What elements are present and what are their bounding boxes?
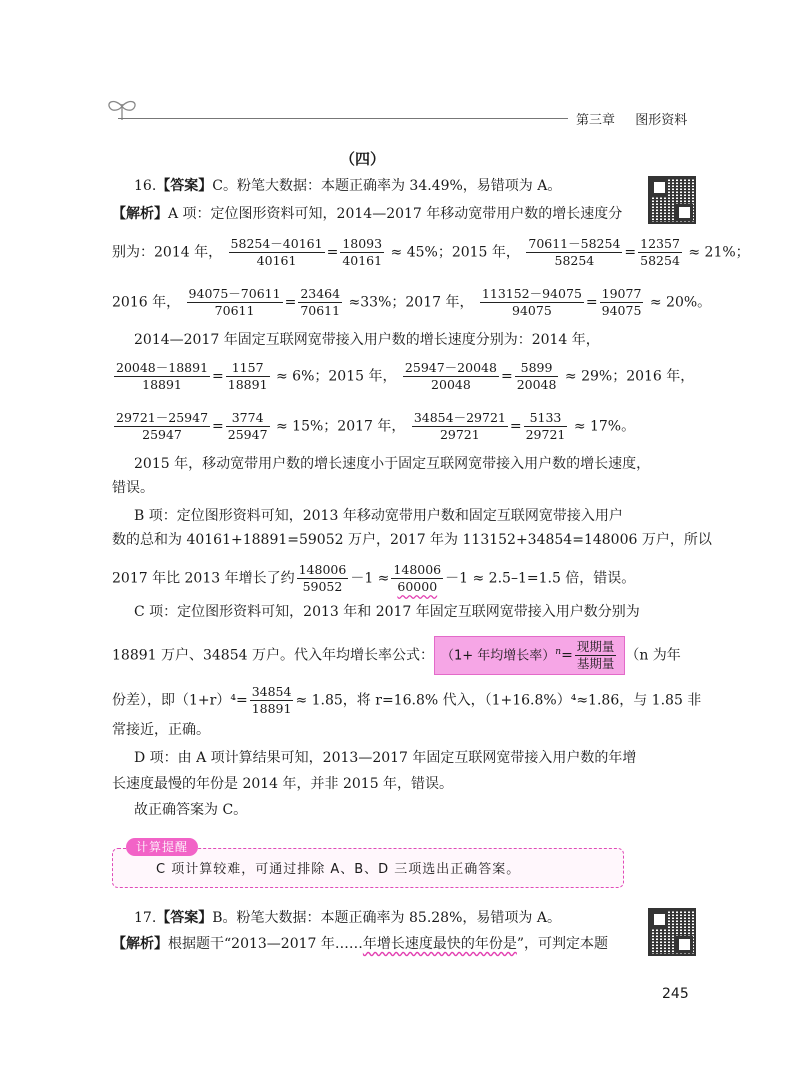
numerator: 1157 bbox=[226, 360, 270, 377]
text: ≈ 45%；2015 年， bbox=[390, 244, 520, 261]
fraction bbox=[187, 286, 283, 319]
formula-equals: = bbox=[561, 647, 573, 664]
numerator: 34854 bbox=[251, 684, 292, 699]
page-number: 245 bbox=[662, 986, 689, 1002]
q16-answer-text: C。粉笔大数据：本题正确率为 34.49%，易错项为 A。 bbox=[212, 178, 562, 194]
text: ≈33%；2017 年， bbox=[348, 294, 474, 311]
text: 份差），即（1+r）⁴= bbox=[112, 692, 248, 709]
c-line-3 bbox=[112, 684, 702, 717]
fraction bbox=[526, 236, 622, 269]
b-line-1: B 项：定位图形资料可知，2013 年移动宽带用户数和固定互联网宽带接入用户 bbox=[134, 508, 623, 524]
section-title: （四） bbox=[340, 150, 386, 168]
b-line-3 bbox=[112, 562, 636, 595]
text: ≈ 29%；2016 年， bbox=[564, 368, 695, 385]
text: ≈ 20%。 bbox=[649, 294, 712, 311]
denominator: 58254 bbox=[554, 253, 595, 268]
calc-tip-text: C 项计算较难，可通过排除 A、B、D 三项选出正确答案。 bbox=[156, 862, 521, 877]
c-line-2 bbox=[112, 636, 681, 675]
numerator: 148006 bbox=[393, 562, 442, 577]
fraction bbox=[412, 410, 508, 443]
answer-tag: 【答案】 bbox=[156, 910, 213, 926]
numerator: 23464 bbox=[300, 286, 341, 301]
numerator: 20048－18891 bbox=[116, 360, 209, 375]
q16-answer-line bbox=[134, 176, 652, 196]
numerator: 5899 bbox=[515, 360, 559, 377]
denominator: 25947 bbox=[142, 427, 182, 442]
fraction bbox=[600, 286, 644, 319]
text: 2016 年， bbox=[112, 294, 181, 311]
text: （n 为年 bbox=[625, 647, 681, 664]
denominator: 基期量 bbox=[576, 656, 615, 671]
fraction bbox=[340, 236, 384, 269]
section-label: 图形资料 bbox=[635, 113, 688, 128]
header-chapter bbox=[576, 109, 687, 128]
denominator: 60000 bbox=[397, 579, 438, 594]
text: －1 ≈ bbox=[350, 570, 390, 587]
calc-tip-label: 计算提醒 bbox=[126, 838, 198, 856]
a-conclusion-1: 2015 年，移动宽带用户数的增长速度小于固定互联网宽带接入用户数的增长速度， bbox=[134, 456, 651, 472]
denominator: 18891 bbox=[227, 377, 268, 392]
denominator: 59052 bbox=[302, 579, 343, 594]
denominator: 40161 bbox=[342, 253, 383, 268]
qr-code-icon bbox=[648, 176, 696, 224]
numerator: 34854－29721 bbox=[413, 410, 506, 425]
formula-line-4: $\frac{29721-25947}{25947}$ = $\frac{3774}{25947}$ ≈ 15%；2017 年， $\frac{34854-29721}{29721}$ = $\frac{5133}{29721}$ ≈ 17%。 bbox=[116, 410, 636, 442]
header-rule bbox=[118, 118, 568, 119]
numerator: 12357 bbox=[640, 236, 680, 251]
c-line-4: 常接近，正确。 bbox=[112, 722, 210, 738]
formula-exponent: n bbox=[555, 646, 562, 657]
numerator: 70611－58254 bbox=[528, 236, 621, 251]
fraction bbox=[403, 360, 499, 393]
numerator: 25947－20048 bbox=[404, 360, 497, 375]
marked-phrase: 年增长速度最快的年份是 bbox=[362, 936, 517, 952]
fraction bbox=[250, 684, 294, 717]
denominator: 70611 bbox=[300, 303, 341, 318]
formula-line-2: 2016 年， $\frac{94075-70611}{70611}$ = $\frac{23464}{70611}$ ≈33%；2017 年， $\frac{113152-94075}{94075}$ = $\frac{19077}{94075}$ ≈ 20%。 bbox=[112, 286, 712, 318]
denominator: 40161 bbox=[256, 253, 297, 268]
denominator: 20048 bbox=[431, 377, 471, 392]
qr-code-icon bbox=[648, 908, 696, 956]
denominator: 20048 bbox=[516, 377, 557, 392]
fraction bbox=[298, 286, 342, 319]
fixed-intro: 2014—2017 年固定互联网宽带接入用户数的增长速度分别为：2014 年， bbox=[134, 332, 600, 348]
highlighted-formula bbox=[434, 636, 625, 675]
denominator: 94075 bbox=[601, 303, 642, 318]
fraction bbox=[226, 410, 270, 443]
denominator: 18891 bbox=[142, 377, 182, 392]
text: ≈ 21%； bbox=[688, 244, 750, 261]
denominator: 29721 bbox=[525, 427, 566, 442]
q17-number: 17. bbox=[134, 910, 157, 926]
numerator: 3774 bbox=[226, 410, 270, 427]
denominator: 58254 bbox=[640, 253, 680, 268]
text: 18891 万户、34854 万户。代入年均增长率公式： bbox=[112, 647, 434, 664]
denominator: 70611 bbox=[214, 303, 255, 318]
fraction bbox=[480, 286, 584, 319]
fraction bbox=[114, 410, 210, 443]
text: ≈ 15%；2017 年， bbox=[275, 418, 406, 435]
numerator: 18093 bbox=[342, 236, 383, 251]
numerator: 113152－94075 bbox=[481, 286, 582, 301]
analysis-tag: 【解析】 bbox=[112, 936, 168, 952]
text: －1 ≈ 2.5–1=1.5 倍，错误。 bbox=[445, 570, 636, 587]
fraction bbox=[226, 360, 270, 393]
c-line-1: C 项：定位图形资料可知，2013 年和 2017 年固定互联网宽带接入用户数分别为 bbox=[134, 604, 640, 620]
text: ≈ 6%；2015 年， bbox=[275, 368, 397, 385]
q16-analysis-intro bbox=[112, 204, 630, 224]
d-line-1: D 项：由 A 项计算结果可知，2013—2017 年固定互联网宽带接入用户数的年增 bbox=[134, 750, 637, 766]
b-line-2: 数的总和为 40161+18891=59052 万户，2017 年为 113152+34854=148006 万户，所以 bbox=[112, 532, 712, 548]
numerator: 58254－40161 bbox=[230, 236, 323, 251]
text: ”，可判定本题 bbox=[516, 936, 609, 952]
text: ≈ 17%。 bbox=[573, 418, 636, 435]
numerator: 5133 bbox=[524, 410, 568, 427]
d-line-2: 长速度最慢的年份是 2014 年，并非 2015 年，错误。 bbox=[112, 776, 454, 792]
fraction bbox=[391, 562, 443, 595]
answer-tag: 【答案】 bbox=[156, 178, 213, 194]
final-answer: 故正确答案为 C。 bbox=[134, 802, 248, 818]
q17-answer-line bbox=[134, 908, 652, 928]
formula-line-3: $\frac{20048-18891}{18891}$ = $\frac{1157}{18891}$ ≈ 6%；2015 年， $\frac{25947-20048}{20048}$ = $\frac{5899}{20048}$ ≈ 29%；2016 年， bbox=[116, 360, 695, 392]
text: 2017 年比 2013 年增长了约 bbox=[112, 570, 295, 587]
text: 别为：2014 年， bbox=[112, 244, 223, 261]
text: ≈ 1.85，将 r=16.8% 代入，（1+16.8%）⁴≈1.86，与 1.85 非 bbox=[295, 692, 702, 709]
fraction bbox=[575, 639, 617, 672]
analysis-tag: 【解析】 bbox=[112, 206, 168, 222]
formula-left: （1+ 年均增长率） bbox=[440, 648, 556, 664]
fraction bbox=[229, 236, 325, 269]
fraction bbox=[114, 360, 210, 393]
denominator: 29721 bbox=[439, 427, 480, 442]
q17-analysis-line bbox=[112, 934, 630, 954]
numerator: 94075－70611 bbox=[188, 286, 281, 301]
fraction bbox=[638, 236, 682, 269]
q17-answer-text: B。粉笔大数据：本题正确率为 85.28%，易错项为 A。 bbox=[212, 910, 561, 926]
a-conclusion-2: 错误。 bbox=[112, 480, 154, 496]
fraction bbox=[524, 410, 568, 443]
denominator: 94075 bbox=[512, 303, 552, 318]
q16-number: 16. bbox=[134, 178, 157, 194]
fraction bbox=[297, 562, 349, 595]
numerator: 29721－25947 bbox=[116, 410, 209, 425]
numerator: 现期量 bbox=[576, 639, 615, 654]
numerator: 19077 bbox=[601, 286, 642, 301]
chapter-label: 第三章 bbox=[576, 113, 616, 128]
denominator: 18891 bbox=[251, 701, 292, 716]
fraction bbox=[515, 360, 559, 393]
formula-line-1: 别为：2014 年， $\frac{58254-40161}{40161}$ = $\frac{18093}{40161}$ ≈ 45%；2015 年， $\frac{70611-58254}{58254}$ = $\frac{12357}{58254}$ ≈ 21%； bbox=[112, 236, 750, 268]
a-intro: A 项：定位图形资料可知，2014—2017 年移动宽带用户数的增长速度分 bbox=[168, 206, 623, 222]
denominator: 25947 bbox=[227, 427, 268, 442]
text: 根据题干“2013—2017 年…… bbox=[168, 936, 363, 952]
numerator: 148006 bbox=[298, 562, 347, 577]
